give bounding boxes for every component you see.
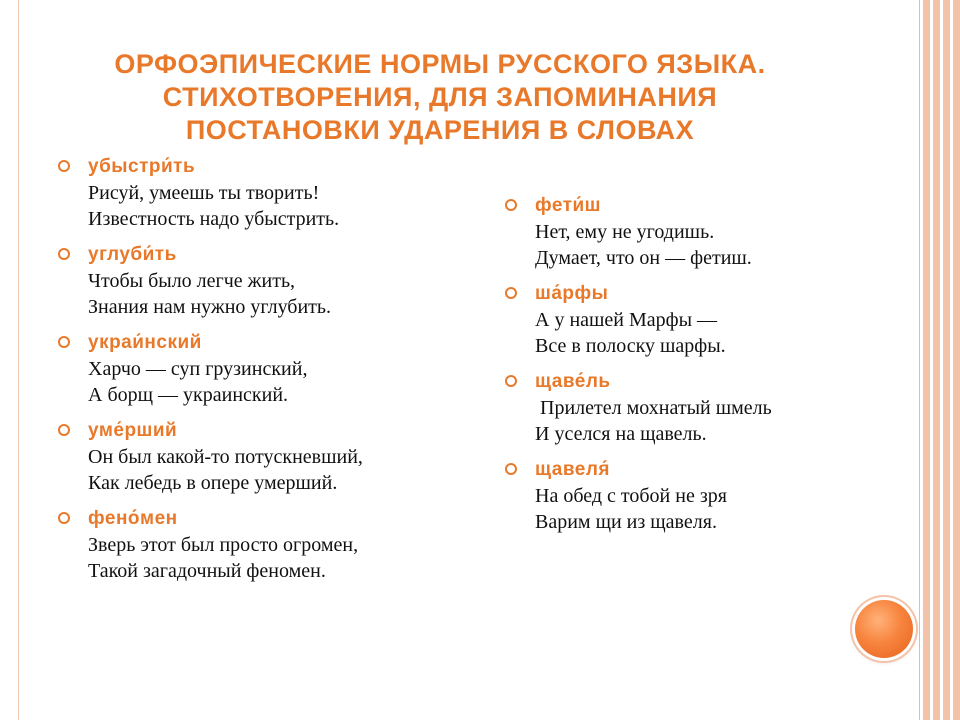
verse-line: Известность надо убыстрить.	[88, 208, 340, 230]
verse-line: Варим щи из щавеля.	[535, 511, 717, 533]
bullet-icon	[505, 199, 517, 211]
stressed-word: углуби́ть	[88, 244, 177, 265]
title-line-2: СТИХОТВОРЕНИЯ, ДЛЯ ЗАПОМИНАНИЯ	[162, 82, 718, 112]
stressed-word: фено́мен	[88, 508, 178, 529]
verse-line: Он был какой-то потускневший,	[88, 446, 363, 468]
title-line-3: ПОСТАНОВКИ УДАРЕНИЯ В СЛОВАХ	[185, 115, 695, 145]
verse-line: Все в полоску шарфы.	[535, 335, 726, 357]
bullet-icon	[505, 375, 517, 387]
stressed-word: щавеля́	[535, 459, 610, 480]
list-item	[58, 330, 478, 408]
stressed-word: убыстри́ть	[88, 156, 196, 177]
verse-line: Чтобы было легче жить,	[88, 270, 296, 292]
left-column	[58, 154, 478, 594]
list-item	[505, 281, 905, 359]
verse-line: А борщ — украинский.	[88, 384, 289, 406]
verse-line: Знания нам нужно углубить.	[88, 296, 332, 318]
bullet-icon	[505, 287, 517, 299]
list-item	[58, 242, 478, 320]
right-column	[505, 193, 905, 545]
slide-title	[40, 48, 840, 147]
verse-line: Рисуй, умеешь ты творить!	[88, 182, 320, 204]
verse-line: А у нашей Марфы —	[535, 309, 718, 331]
stressed-word: фети́ш	[535, 195, 602, 216]
stressed-word: ша́рфы	[535, 283, 609, 304]
verse-line: Прилетел мохнатый шмель	[535, 397, 772, 419]
stressed-word: щаве́ль	[535, 371, 611, 392]
verse-line: Нет, ему не угодишь.	[535, 221, 715, 243]
bullet-icon	[58, 336, 70, 348]
stressed-word: украи́нский	[88, 332, 202, 353]
decorative-orb-icon	[855, 600, 913, 658]
verse-line: Зверь этот был просто огромен,	[88, 534, 359, 556]
verse-line: Такой загадочный феномен.	[88, 560, 326, 582]
verse-line: Как лебедь в опере умерший.	[88, 472, 338, 494]
list-item	[505, 193, 905, 271]
verse-line: Харчо — суп грузинский,	[88, 358, 308, 380]
bullet-icon	[58, 424, 70, 436]
verse-line: И уселся на щавель.	[535, 423, 707, 445]
verse-line: Думает, что он — фетиш.	[535, 247, 752, 269]
list-item	[58, 154, 478, 232]
verse-line: На обед с тобой не зря	[535, 485, 727, 507]
stressed-word: уме́рший	[88, 420, 178, 441]
list-item	[505, 369, 905, 447]
list-item	[58, 418, 478, 496]
list-item	[58, 506, 478, 584]
bullet-icon	[58, 248, 70, 260]
decorative-stripes	[920, 0, 960, 720]
bullet-icon	[505, 463, 517, 475]
title-line-1: ОРФОЭПИЧЕСКИЕ НОРМЫ РУССКОГО ЯЗЫКА.	[114, 49, 766, 79]
bullet-icon	[58, 512, 70, 524]
bullet-icon	[58, 160, 70, 172]
list-item	[505, 457, 905, 535]
